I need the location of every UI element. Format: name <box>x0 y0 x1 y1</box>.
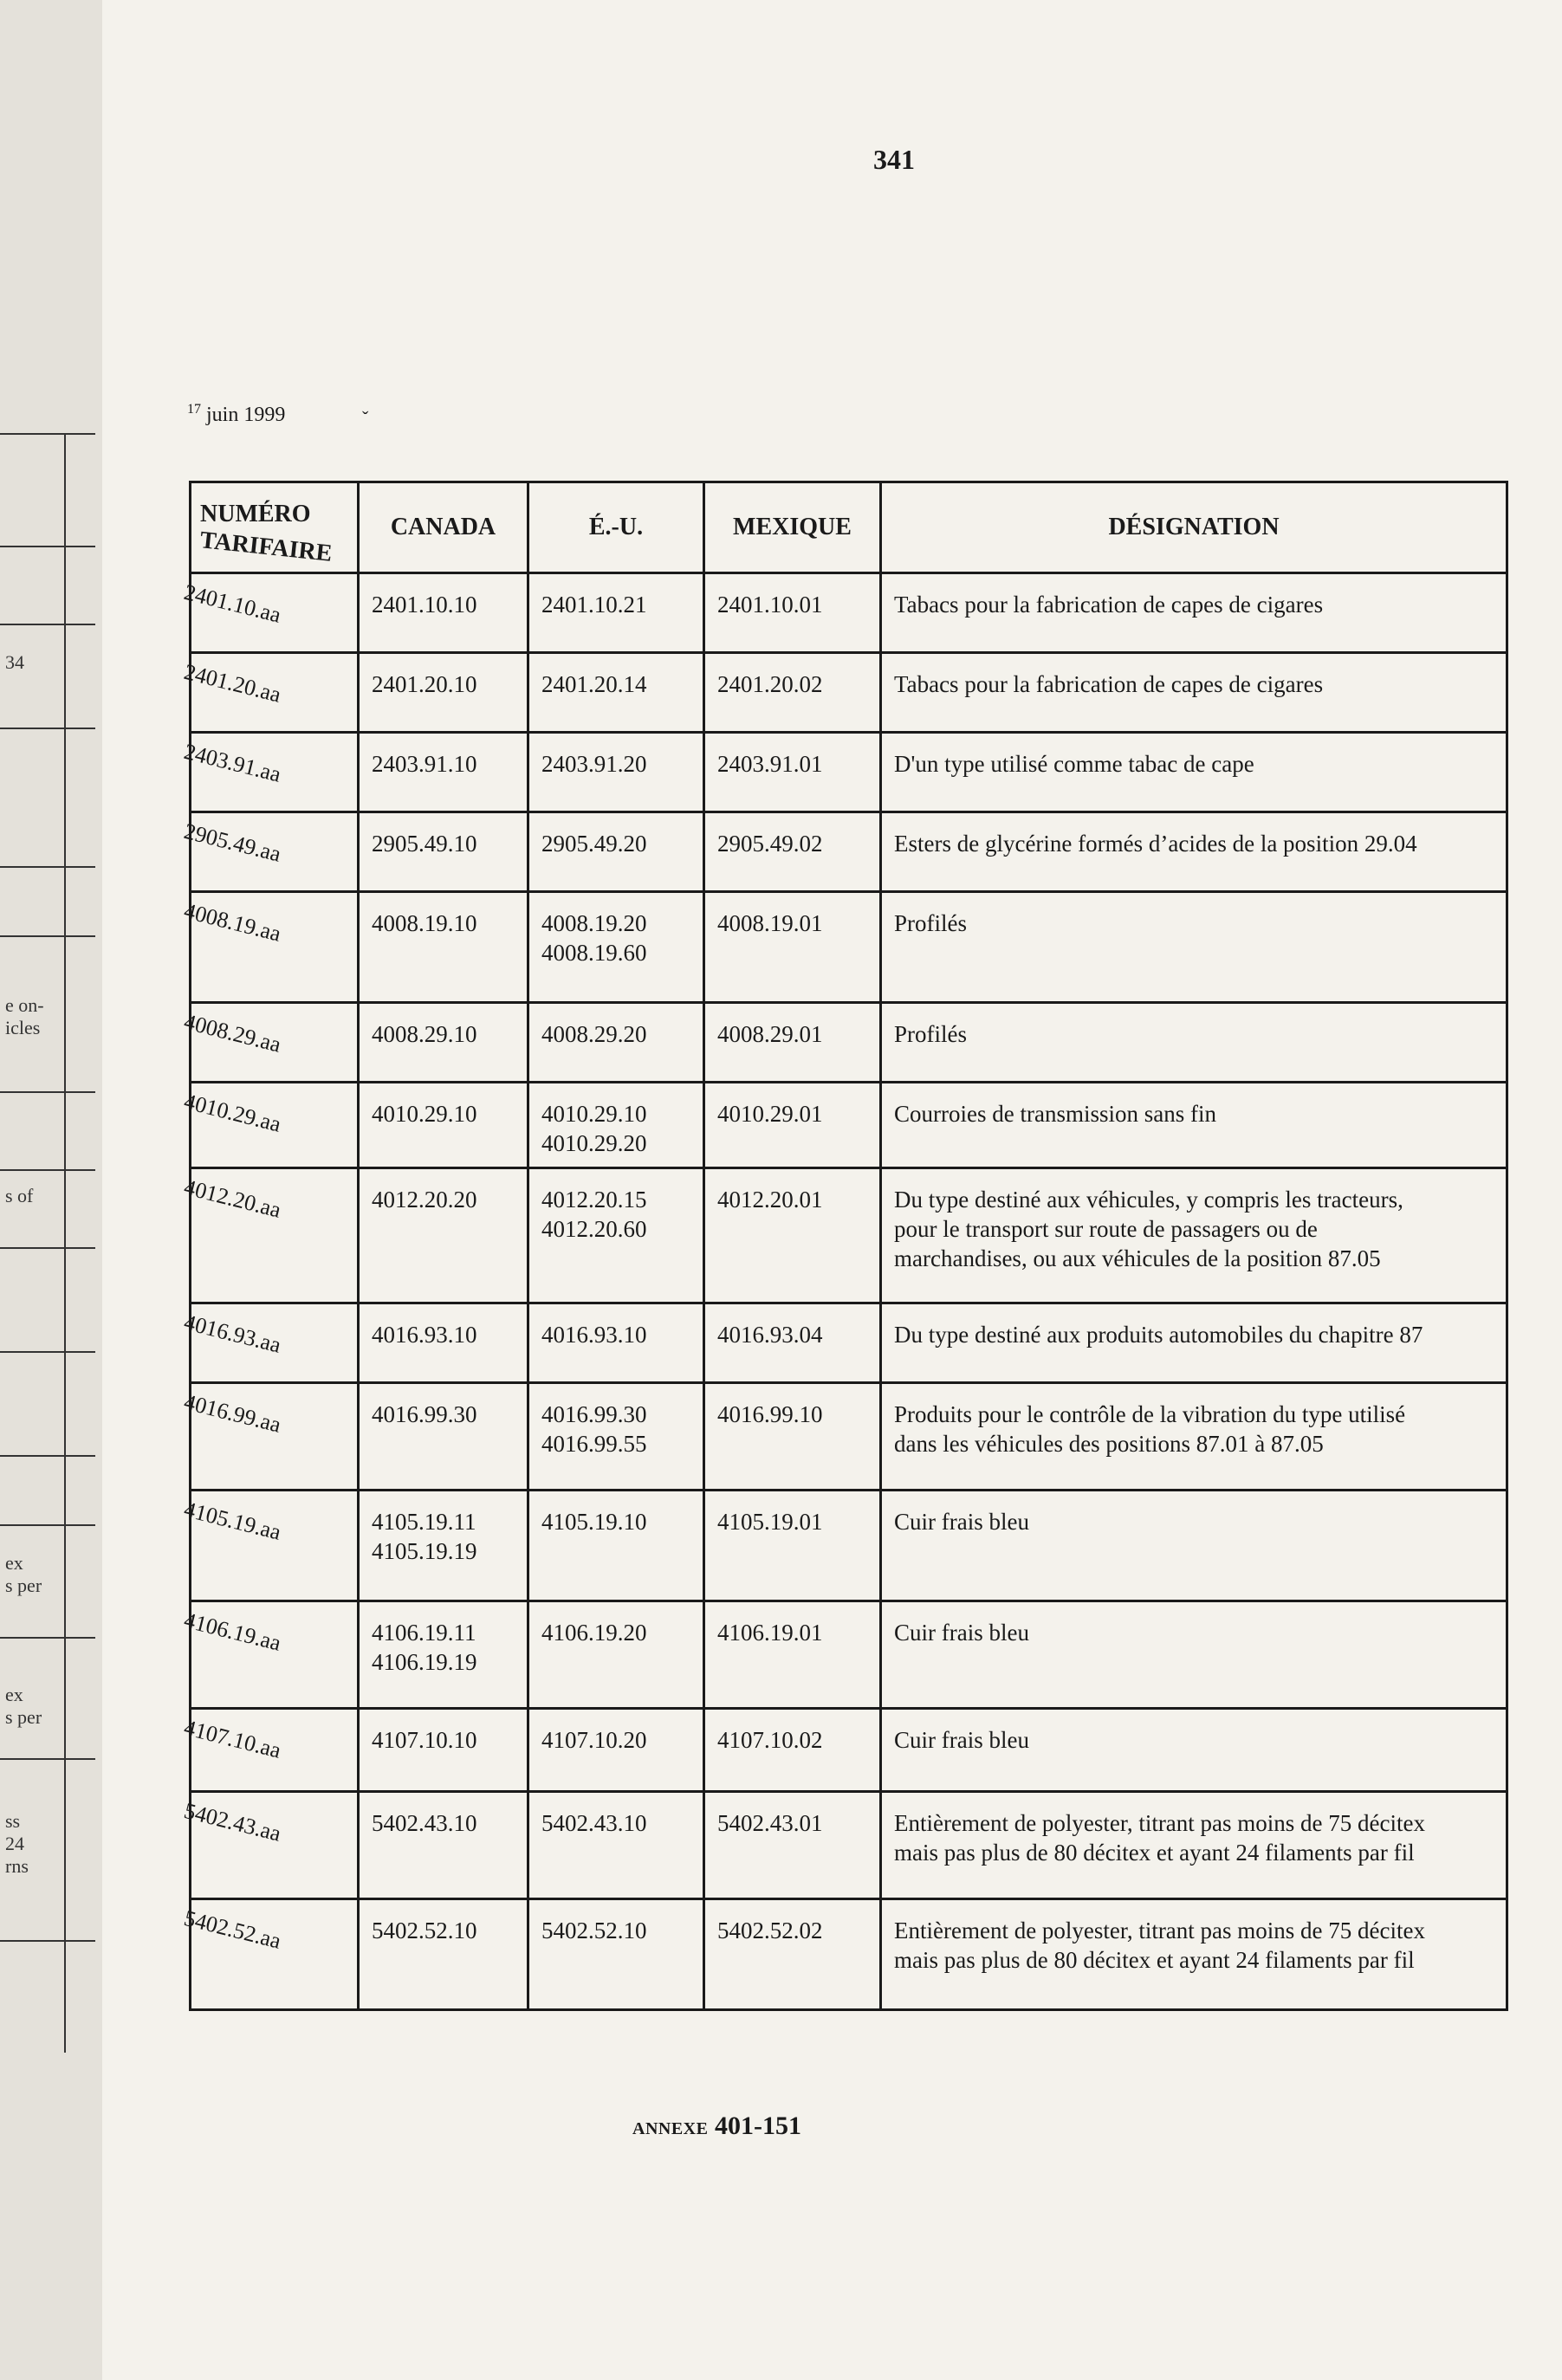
designation-text: Tabacs pour la fabrication de capes de cigares <box>894 671 1324 697</box>
eu-cell <box>528 892 704 1003</box>
tariff-code: 2905.49.aa <box>181 818 284 867</box>
adjacent-page-strip <box>0 0 104 2380</box>
header-mexique: MEXIQUE <box>704 482 881 573</box>
canada-code: 4106.19.19 <box>372 1649 477 1675</box>
canada-code: 4016.99.30 <box>372 1401 477 1427</box>
designation-text: Du type destiné aux produits automobiles du chapitre 87 <box>894 1322 1423 1348</box>
tariff-code: 4106.19.aa <box>181 1607 284 1656</box>
header-numero-tarifaire <box>191 482 359 573</box>
canada-code: 4106.19.11 <box>372 1620 476 1646</box>
designation-cell <box>881 812 1507 892</box>
eu-cell <box>528 1003 704 1083</box>
canada-cell <box>359 1709 528 1792</box>
designation-text: Esters de glycérine formés d’acides de la position 29.04 <box>894 831 1417 857</box>
mexique-code: 2401.20.02 <box>717 671 823 697</box>
eu-cell <box>528 1303 704 1383</box>
canada-cell <box>359 1003 528 1083</box>
mexique-code: 4008.19.01 <box>717 910 823 936</box>
table-row <box>191 1792 1507 1899</box>
mexique-cell <box>704 1792 881 1899</box>
table-row <box>191 1601 1507 1709</box>
page-number: 341 <box>873 144 915 175</box>
mexique-code: 4012.20.01 <box>717 1187 823 1213</box>
eu-cell <box>528 1083 704 1168</box>
date-line <box>187 402 285 427</box>
designation-cell <box>881 1383 1507 1491</box>
table-row <box>191 1303 1507 1383</box>
tariff-code: 4012.20.aa <box>181 1174 284 1223</box>
canada-cell <box>359 892 528 1003</box>
table-row <box>191 573 1507 653</box>
tariff-code-cell <box>181 1491 359 1601</box>
left-fragment: s per <box>5 1575 42 1596</box>
designation-text: Cuir frais bleu <box>894 1620 1029 1646</box>
date-text: juin 1999 <box>206 404 286 426</box>
table-row <box>191 733 1507 812</box>
canada-code: 2905.49.10 <box>372 831 477 857</box>
designation-cell <box>881 1303 1507 1383</box>
mexique-cell <box>704 1083 881 1168</box>
canada-cell <box>359 812 528 892</box>
page-footer <box>632 2112 801 2141</box>
tariff-code: 2401.10.aa <box>181 579 284 628</box>
eu-code: 4010.29.20 <box>541 1130 647 1156</box>
eu-cell <box>528 1792 704 1899</box>
designation-cell <box>881 1083 1507 1168</box>
tariff-code-cell <box>181 1003 359 1083</box>
eu-code: 5402.43.10 <box>541 1810 647 1836</box>
designation-cell <box>881 653 1507 733</box>
eu-cell <box>528 1601 704 1709</box>
canada-code: 2401.10.10 <box>372 592 477 618</box>
eu-cell <box>528 653 704 733</box>
tariff-code-cell <box>181 733 359 812</box>
tariff-code-cell <box>181 1168 359 1303</box>
tariff-code-cell <box>181 1383 359 1491</box>
left-fragment: s of <box>5 1185 34 1206</box>
eu-cell <box>528 1491 704 1601</box>
header-designation: DÉSIGNATION <box>881 482 1507 573</box>
mexique-cell <box>704 1168 881 1303</box>
designation-text: Cuir frais bleu <box>894 1509 1029 1535</box>
designation-cell <box>881 1601 1507 1709</box>
mexique-code: 2905.49.02 <box>717 831 823 857</box>
canada-cell <box>359 653 528 733</box>
left-fragment: ex <box>5 1552 23 1574</box>
mexique-code: 4105.19.01 <box>717 1509 823 1535</box>
designation-cell <box>881 1899 1507 2010</box>
eu-code: 2403.91.20 <box>541 751 647 777</box>
mexique-code: 5402.43.01 <box>717 1810 823 1836</box>
eu-code: 4016.93.10 <box>541 1322 647 1348</box>
designation-cell <box>881 1491 1507 1601</box>
mexique-code: 4107.10.02 <box>717 1727 823 1753</box>
eu-cell <box>528 573 704 653</box>
mexique-code: 4016.99.10 <box>717 1401 823 1427</box>
left-fragment: 24 <box>5 1833 24 1854</box>
eu-code: 4012.20.15 <box>541 1187 647 1213</box>
header-numero-line2: TARIFAIRE <box>198 527 334 567</box>
tariff-code: 5402.52.aa <box>181 1905 284 1954</box>
mexique-cell <box>704 1003 881 1083</box>
designation-text: Produits pour le contrôle de la vibration du type utilisé <box>894 1401 1406 1427</box>
left-fragment: rns <box>5 1855 29 1877</box>
header-canada: CANADA <box>359 482 528 573</box>
tariff-code-cell <box>181 1899 359 2010</box>
mexique-cell <box>704 1491 881 1601</box>
tariff-code: 4016.99.aa <box>181 1388 284 1438</box>
designation-text: marchandises, ou aux véhicules de la position 87.05 <box>894 1245 1381 1271</box>
designation-text: Profilés <box>894 910 967 936</box>
mexique-code: 2401.10.01 <box>717 592 823 618</box>
canada-code: 2403.91.10 <box>372 751 477 777</box>
table-row <box>191 892 1507 1003</box>
canada-code: 4008.19.10 <box>372 910 477 936</box>
eu-cell <box>528 812 704 892</box>
header-numero-line1: NUMÉRO <box>200 501 311 527</box>
canada-code: 4008.29.10 <box>372 1021 477 1047</box>
canada-cell <box>359 1792 528 1899</box>
designation-text: Tabacs pour la fabrication de capes de cigares <box>894 592 1324 618</box>
mexique-cell <box>704 892 881 1003</box>
mexique-cell <box>704 733 881 812</box>
canada-code: 4010.29.10 <box>372 1101 477 1127</box>
designation-text: pour le transport sur route de passagers ou de <box>894 1216 1318 1242</box>
canada-code: 5402.52.10 <box>372 1918 477 1943</box>
canada-cell <box>359 1083 528 1168</box>
canada-cell <box>359 1491 528 1601</box>
footer-prefix: ANNEXE <box>632 2119 709 2138</box>
tariff-code: 4008.19.aa <box>181 897 284 947</box>
tariff-code-cell <box>181 1792 359 1899</box>
document-page <box>102 0 1562 2380</box>
mexique-cell <box>704 1601 881 1709</box>
eu-code: 5402.52.10 <box>541 1918 647 1943</box>
left-fragment: ss <box>5 1810 21 1832</box>
tariff-table-body <box>181 573 1507 2010</box>
tariff-code-cell <box>181 573 359 653</box>
eu-code: 4008.19.60 <box>541 940 647 966</box>
tariff-code-cell <box>181 1303 359 1383</box>
canada-code: 2401.20.10 <box>372 671 477 697</box>
tariff-code: 4105.19.aa <box>181 1496 284 1545</box>
designation-text: Courroies de transmission sans fin <box>894 1101 1216 1127</box>
designation-text: Cuir frais bleu <box>894 1727 1029 1753</box>
eu-code: 2401.10.21 <box>541 592 647 618</box>
eu-cell <box>528 1383 704 1491</box>
mexique-code: 4106.19.01 <box>717 1620 823 1646</box>
tariff-table <box>181 481 1508 2011</box>
mexique-code: 5402.52.02 <box>717 1918 823 1943</box>
tariff-code: 4008.29.aa <box>181 1008 284 1057</box>
footer-number: 401-151 <box>714 2112 801 2140</box>
tariff-code: 2401.20.aa <box>181 658 284 708</box>
designation-cell <box>881 1709 1507 1792</box>
canada-cell <box>359 733 528 812</box>
eu-code: 4016.99.30 <box>541 1401 647 1427</box>
header-eu: É.-U. <box>528 482 704 573</box>
tariff-code-cell <box>181 653 359 733</box>
table-header-row <box>191 482 1507 573</box>
eu-cell <box>528 1168 704 1303</box>
left-fragment: icles <box>5 1017 41 1038</box>
canada-code: 4105.19.11 <box>372 1509 476 1535</box>
canada-cell <box>359 1601 528 1709</box>
left-fragment: e on- <box>5 994 44 1016</box>
table-row <box>191 1491 1507 1601</box>
designation-text: mais pas plus de 80 décitex et ayant 24 filaments par fil <box>894 1947 1415 1973</box>
table-row <box>191 653 1507 733</box>
eu-code: 4016.99.55 <box>541 1431 647 1457</box>
mexique-cell <box>704 653 881 733</box>
tariff-code: 4016.93.aa <box>181 1309 284 1358</box>
mexique-code: 4008.29.01 <box>717 1021 823 1047</box>
eu-cell <box>528 1709 704 1792</box>
mexique-cell <box>704 573 881 653</box>
tariff-code: 2403.91.aa <box>181 738 284 787</box>
eu-code: 4105.19.10 <box>541 1509 647 1535</box>
tariff-code: 5402.43.aa <box>181 1797 284 1846</box>
mexique-cell <box>704 1899 881 2010</box>
left-fragment: ex <box>5 1684 23 1705</box>
designation-text: Entièrement de polyester, titrant pas moins de 75 décitex <box>894 1810 1425 1836</box>
eu-cell <box>528 1899 704 2010</box>
designation-cell <box>881 1168 1507 1303</box>
canada-cell <box>359 573 528 653</box>
table-row <box>191 812 1507 892</box>
eu-cell <box>528 733 704 812</box>
canada-code: 4016.93.10 <box>372 1322 477 1348</box>
canada-cell <box>359 1383 528 1491</box>
canada-code: 4105.19.19 <box>372 1538 477 1564</box>
canada-code: 4107.10.10 <box>372 1727 477 1753</box>
tariff-code: 4010.29.aa <box>181 1088 284 1137</box>
table-row <box>191 1383 1507 1491</box>
canada-code: 5402.43.10 <box>372 1810 477 1836</box>
tariff-code: 4107.10.aa <box>181 1714 284 1763</box>
eu-code: 4106.19.20 <box>541 1620 647 1646</box>
table-row <box>191 1083 1507 1168</box>
eu-code: 4010.29.10 <box>541 1101 647 1127</box>
canada-cell <box>359 1303 528 1383</box>
designation-text: Profilés <box>894 1021 967 1047</box>
designation-text: Entièrement de polyester, titrant pas moins de 75 décitex <box>894 1918 1425 1943</box>
designation-cell <box>881 1003 1507 1083</box>
eu-code: 2905.49.20 <box>541 831 647 857</box>
eu-code: 2401.20.14 <box>541 671 647 697</box>
eu-code: 4012.20.60 <box>541 1216 647 1242</box>
mexique-cell <box>704 1303 881 1383</box>
table-row <box>191 1003 1507 1083</box>
mexique-cell <box>704 1709 881 1792</box>
eu-code: 4008.29.20 <box>541 1021 647 1047</box>
designation-text: D'un type utilisé comme tabac de cape <box>894 751 1254 777</box>
table-row <box>191 1709 1507 1792</box>
tariff-code-cell <box>181 1601 359 1709</box>
tariff-code-cell <box>181 892 359 1003</box>
tariff-code-cell <box>181 1709 359 1792</box>
canada-cell <box>359 1899 528 2010</box>
mexique-code: 4016.93.04 <box>717 1322 823 1348</box>
eu-code: 4107.10.20 <box>541 1727 647 1753</box>
mexique-cell <box>704 812 881 892</box>
designation-cell <box>881 733 1507 812</box>
table-row <box>191 1899 1507 2010</box>
designation-text: dans les véhicules des positions 87.01 à 87.05 <box>894 1431 1324 1457</box>
designation-cell <box>881 573 1507 653</box>
designation-cell <box>881 1792 1507 1899</box>
date-day: 17 <box>187 402 201 417</box>
mexique-code: 2403.91.01 <box>717 751 823 777</box>
left-fragment: s per <box>5 1706 42 1728</box>
designation-text: mais pas plus de 80 décitex et ayant 24 filaments par fil <box>894 1840 1415 1866</box>
designation-cell <box>881 892 1507 1003</box>
eu-code: 4008.19.20 <box>541 910 647 936</box>
left-fragment: 34 <box>5 651 24 673</box>
tariff-code-cell <box>181 812 359 892</box>
tariff-code-cell <box>181 1083 359 1168</box>
mexique-cell <box>704 1383 881 1491</box>
mexique-code: 4010.29.01 <box>717 1101 823 1127</box>
canada-cell <box>359 1168 528 1303</box>
designation-text: Du type destiné aux véhicules, y compris les tracteurs, <box>894 1187 1403 1213</box>
canada-code: 4012.20.20 <box>372 1187 477 1213</box>
table-row <box>191 1168 1507 1303</box>
stray-mark: ˇ <box>362 407 369 429</box>
